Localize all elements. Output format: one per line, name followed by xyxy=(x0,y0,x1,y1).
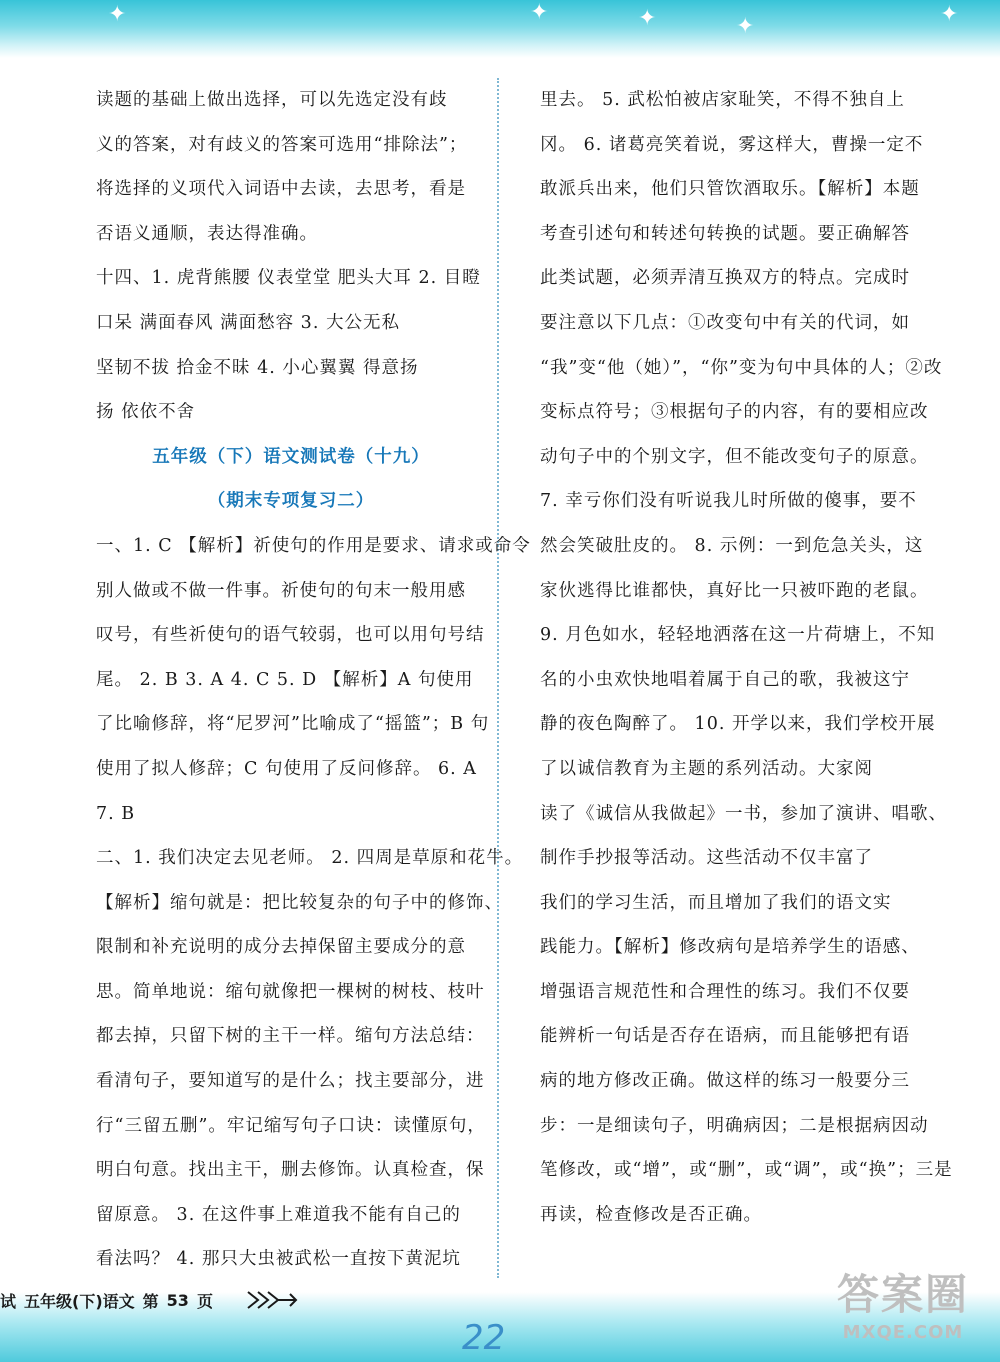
text-line: 9. 月色如水，轻轻地洒落在这一片荷塘上，不知 xyxy=(540,625,936,646)
text-line: 动句子中的个别文字，但不能改变句子的原意。 xyxy=(540,446,929,467)
watermark-url: MXQE.COM xyxy=(842,1322,964,1343)
text-line: 7. 幸亏你们没有听说我儿时所做的傻事，要不 xyxy=(540,491,917,512)
text-line: 坚韧不拔 拾金不昧 4. 小心翼翼 得意扬 xyxy=(96,357,419,378)
text-line: 行“三留五删”。牢记缩写句子口诀：读懂原句， xyxy=(96,1115,486,1136)
text-line: 一、1. C 【解析】祈使句的作用是要求、请求或命令 xyxy=(96,535,531,556)
text-line: 看法吗？ 4. 那只大虫被武松一直按下黄泥坑 xyxy=(96,1249,461,1270)
text-line: 扬 依依不舍 xyxy=(96,402,196,423)
text-line: 笔修改，或“增”，或“删”，或“调”，或“换”；三是 xyxy=(540,1160,953,1181)
text-line: 步：一是细读句子，明确病因；二是根据病因动 xyxy=(540,1115,929,1136)
text-line: 十四、1. 虎背熊腰 仪表堂堂 肥头大耳 2. 目瞪 xyxy=(96,268,481,289)
right-column xyxy=(540,78,953,1237)
page-footer xyxy=(0,1280,221,1320)
text-line: 再读，检查修改是否正确。 xyxy=(540,1204,762,1225)
top-decorative-band xyxy=(0,0,1000,58)
sparkle-icon: ✦ xyxy=(638,6,657,31)
text-line: 读题的基础上做出选择，可以先选定没有歧 xyxy=(96,90,448,110)
text-line: 家伙逃得比谁都快，真好比一只被吓跑的老鼠。 xyxy=(540,580,929,601)
sparkle-icon: ✦ xyxy=(736,14,755,39)
section-title: 五年级（下）语文测试卷（十九） xyxy=(152,446,430,467)
footer-page-suffix: 页 xyxy=(196,1291,213,1311)
text-line: 7. B xyxy=(96,803,136,824)
text-line: 读了《诚信从我做起》一书，参加了演讲、唱歌、 xyxy=(540,803,947,824)
watermark-main: 答案圈 xyxy=(836,1270,969,1319)
text-line: 考查引述句和转述句转换的试题。要正确解答 xyxy=(540,223,910,244)
sparkle-icon: ✦ xyxy=(108,2,127,27)
text-line: 名的小虫欢快地唱着属于自己的歌，我被这宁 xyxy=(540,669,910,690)
footer-page-prefix: 第 xyxy=(142,1291,159,1311)
text-line: 思。简单地说：缩句就像把一棵树的树枝、枝叶 xyxy=(96,981,485,1002)
sparkle-icon: ✦ xyxy=(530,0,549,25)
text-line: 二、1. 我们决定去见老师。 2. 四周是草原和花牛。 xyxy=(96,848,524,869)
text-line: 使用了拟人修辞；C 句使用了反问修辞。 6. A xyxy=(96,758,477,779)
text-line: 看清句子，要知道写的是什么；找主要部分，进 xyxy=(96,1071,485,1092)
text-line: 否语义通顺，表达得准确。 xyxy=(96,223,318,244)
footer-arrows-icon xyxy=(246,1288,298,1312)
text-line: 都去掉，只留下树的主干一样。缩句方法总结： xyxy=(96,1026,485,1047)
text-line: 制作手抄报等活动。这些活动不仅丰富了 xyxy=(540,848,873,869)
left-column xyxy=(96,78,531,1282)
text-line: 冈。 6. 诸葛亮笑着说，雾这样大，曹操一定不 xyxy=(540,134,924,155)
footer-grade-subject: 五年级(下)语文 xyxy=(24,1291,135,1311)
text-line: 此类试题，必须弄清互换双方的特点。完成时 xyxy=(540,268,910,289)
text-line: 别人做或不做一件事。祈使句的句末一般用感 xyxy=(96,580,466,601)
text-line: 我们的学习生活，而且增加了我们的语文实 xyxy=(540,892,892,913)
text-line: 义的答案，对有歧义的答案可选用“排除法”； xyxy=(96,134,468,155)
text-line: 留原意。 3. 在这件事上难道我不能有自己的 xyxy=(96,1204,461,1225)
column-divider xyxy=(497,78,499,1278)
footer-fragment: 试 xyxy=(0,1291,17,1311)
text-line: 了比喻修辞，将“尼罗河”比喻成了“摇篮”；B 句 xyxy=(96,714,490,735)
text-line: 病的地方修改正确。做这样的练习一般要分三 xyxy=(540,1071,910,1092)
text-line: 口呆 满面春风 满面愁容 3. 大公无私 xyxy=(96,312,400,333)
text-line: “我”变“他（她）”，“你”变为句中具体的人；②改 xyxy=(540,357,943,378)
watermark-logo xyxy=(815,1262,991,1358)
text-line: 能辨析一句话是否存在语病，而且能够把有语 xyxy=(540,1026,910,1047)
footer-page-number: 53 xyxy=(166,1290,189,1310)
text-line: 里去。 5. 武松怕被店家耻笑，不得不独自上 xyxy=(540,90,905,110)
section-subtitle: （期末专项复习二） xyxy=(207,491,375,512)
text-line: 然会笑破肚皮的。 8. 示例：一到危急关头，这 xyxy=(540,535,924,556)
text-line: 限制和补充说明的成分去掉保留主要成分的意 xyxy=(96,937,466,958)
text-line: 静的夜色陶醉了。 10. 开学以来，我们学校开展 xyxy=(540,714,936,735)
handwritten-mark: 22 xyxy=(462,1318,506,1358)
sparkle-icon: ✦ xyxy=(940,2,959,27)
text-line: 【解析】缩句就是：把比较复杂的句子中的修饰、 xyxy=(96,892,503,913)
text-line: 增强语言规范性和合理性的练习。我们不仅要 xyxy=(540,981,910,1002)
text-line: 敢派兵出来，他们只管饮酒取乐。【解析】本题 xyxy=(540,179,920,200)
text-line: 将选择的义项代入词语中去读，去思考，看是 xyxy=(96,179,466,200)
text-line: 践能力。【解析】修改病句是培养学生的语感、 xyxy=(540,937,920,958)
text-line: 明白句意。找出主干，删去修饰。认真检查，保 xyxy=(96,1160,485,1181)
text-line: 叹号，有些祈使句的语气较弱，也可以用句号结 xyxy=(96,625,485,646)
text-line: 变标点符号；③根据句子的内容，有的要相应改 xyxy=(540,402,929,423)
text-line: 尾。 2. B 3. A 4. C 5. D 【解析】A 句使用 xyxy=(96,669,474,690)
text-line: 要注意以下几点：①改变句中有关的代词，如 xyxy=(540,312,910,333)
text-line: 了以诚信教育为主题的系列活动。大家阅 xyxy=(540,758,873,779)
